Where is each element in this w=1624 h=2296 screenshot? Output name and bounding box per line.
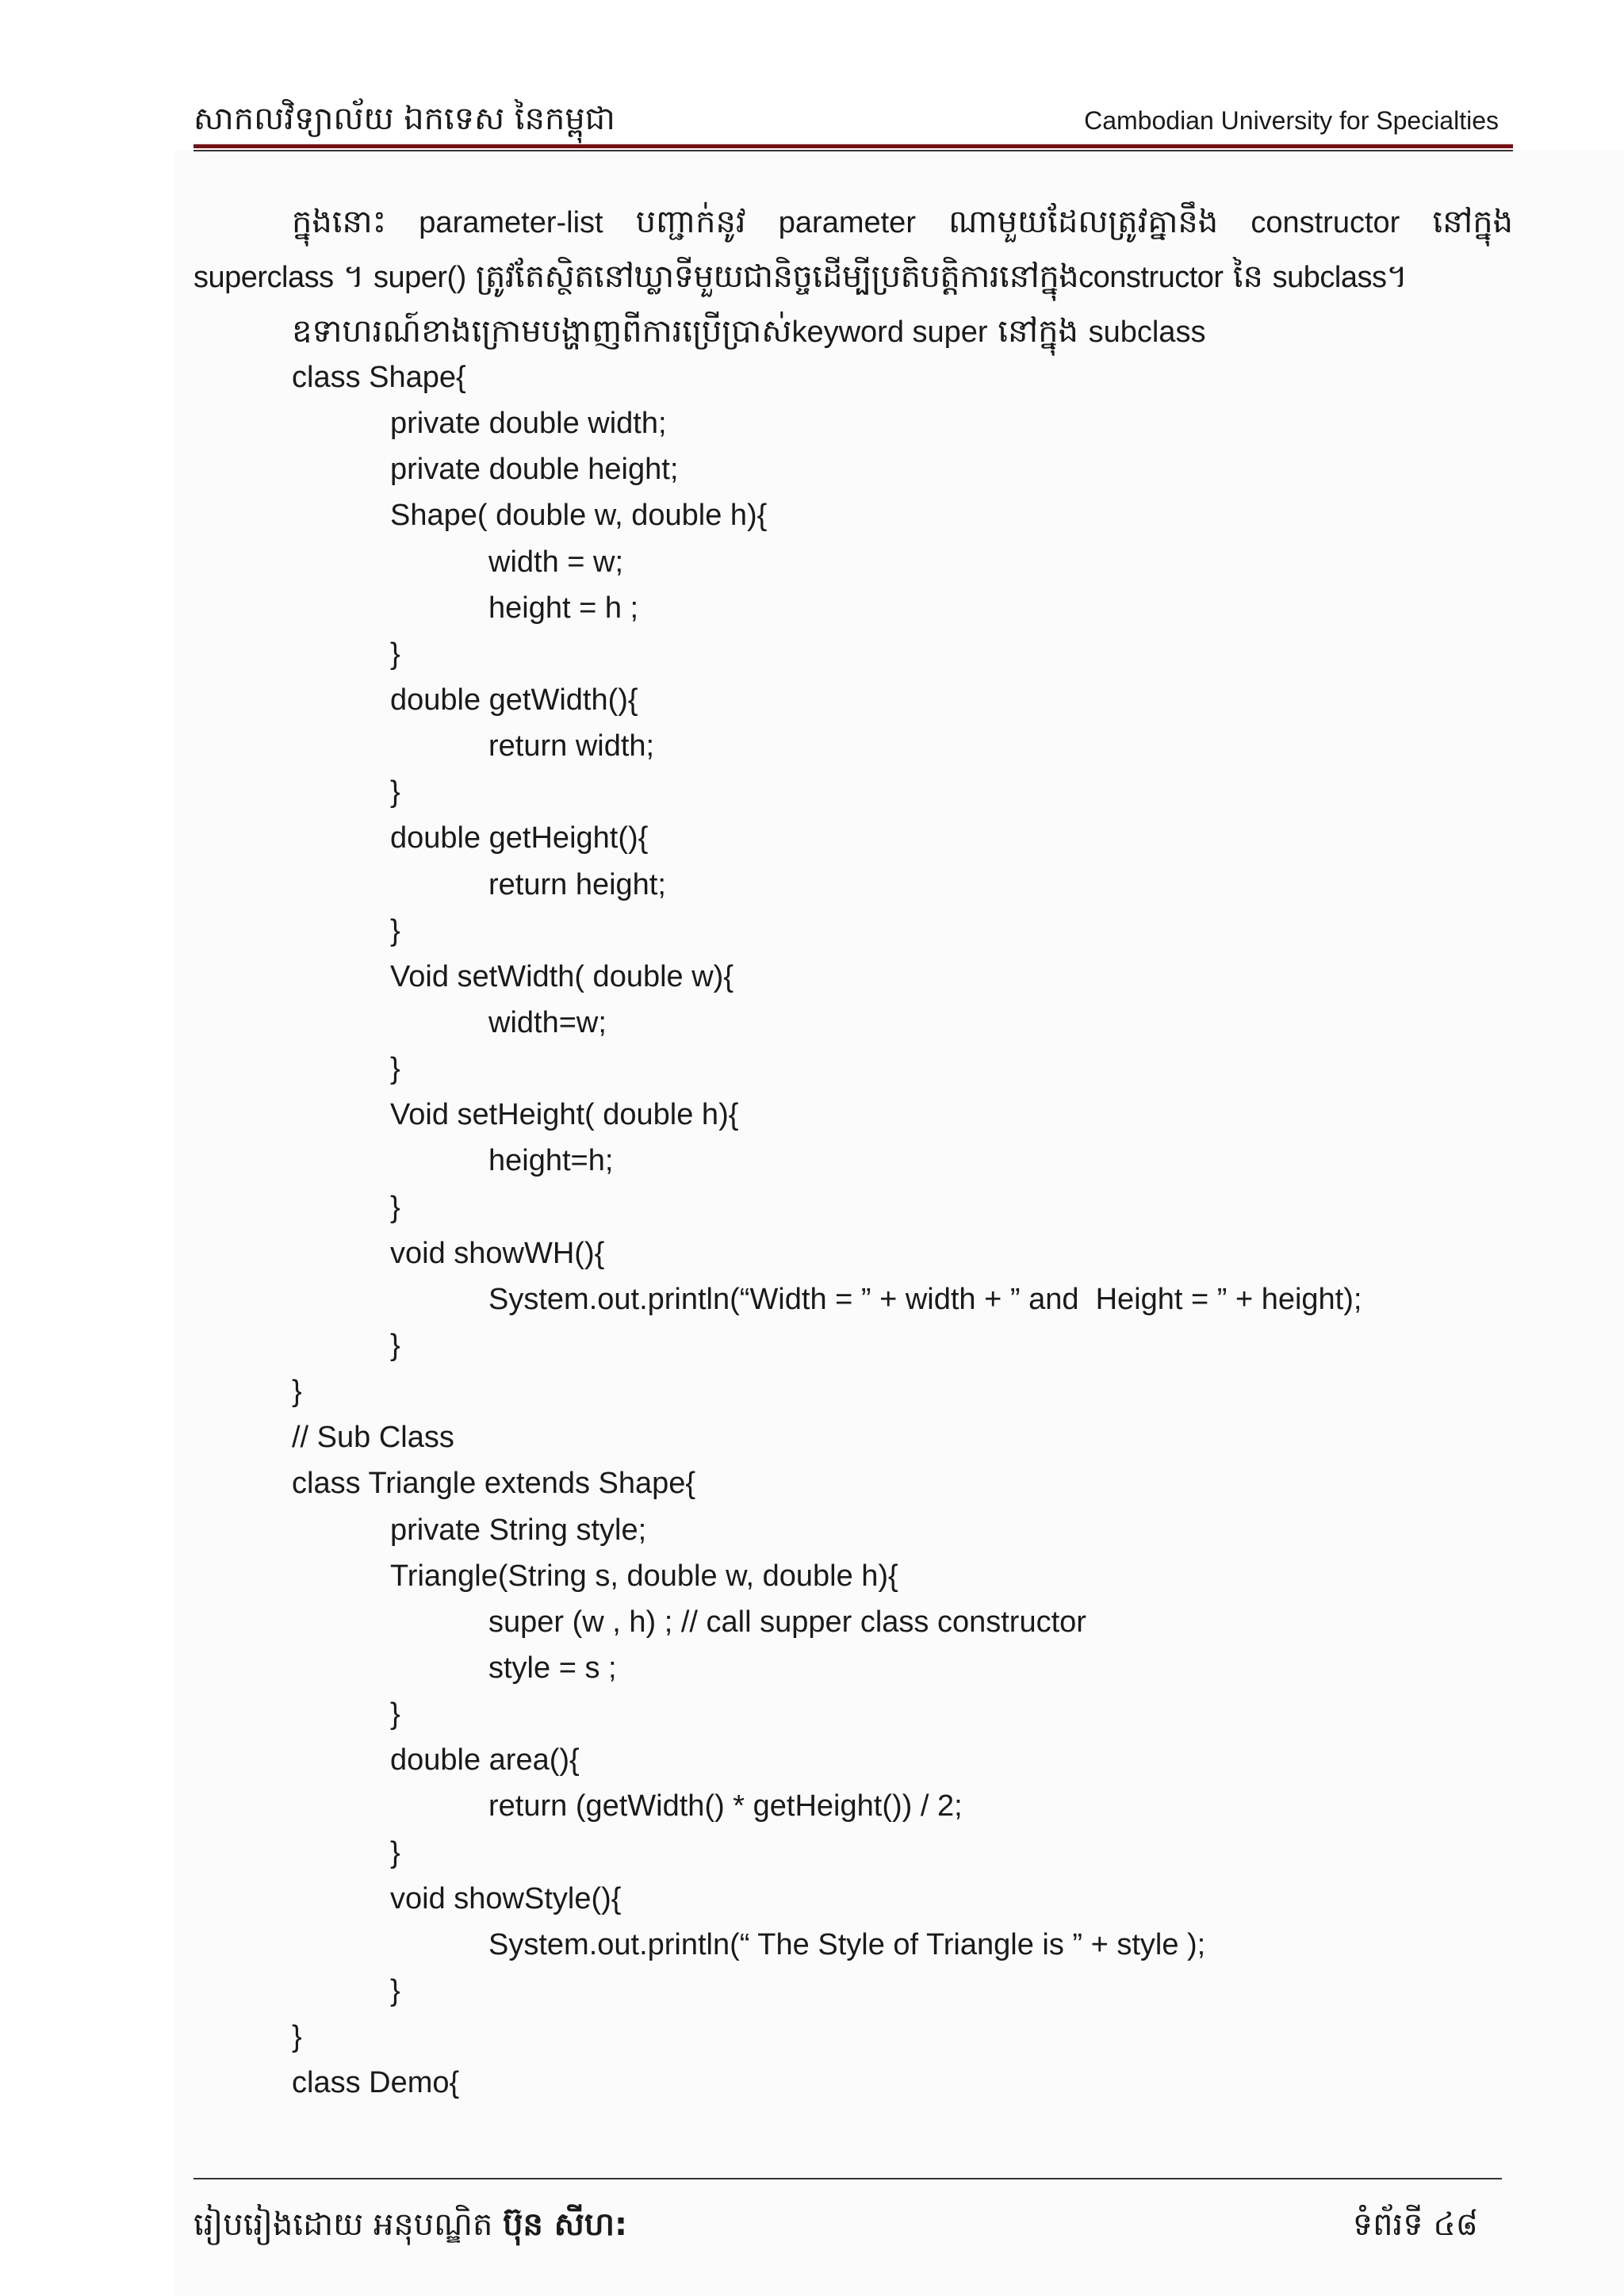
intro-text: នៅក្នុង: [998, 313, 1078, 350]
intro-line-1: [193, 195, 1513, 250]
intro-text: ។: [1386, 258, 1408, 295]
header-rule-thin: [193, 150, 1513, 151]
intro-text: ឧទាហរណ៍ខាងក្រោមបង្ហាញពីការប្រើប្រាស់: [292, 313, 792, 350]
code-line: width = w;: [488, 545, 624, 579]
code-listing: [292, 354, 1362, 2106]
code-line: private double width;: [390, 407, 667, 441]
code-line: class Demo{: [292, 2066, 460, 2100]
code-line: System.out.println(“Width = ” + width + ” and Height = ” + height);: [488, 1282, 1362, 1316]
code-line: }: [390, 1052, 400, 1086]
code-line: }: [390, 1190, 400, 1224]
code-line: style = s ;: [488, 1651, 617, 1685]
code-line: private String style;: [390, 1513, 647, 1547]
intro-term: subclass: [1088, 316, 1206, 349]
code-line: class Triangle extends Shape{: [292, 1467, 696, 1501]
intro-line-2: [193, 250, 1513, 304]
intro-term: parameter-list: [419, 206, 603, 239]
code-line: Shape( double w, double h){: [390, 499, 768, 533]
intro-text: ណាមួយដែលត្រូវគ្នានឹង: [948, 204, 1219, 240]
code-line: void showWH(){: [390, 1236, 605, 1270]
footer-author-name: ប៊ុន សីហ:: [503, 2206, 627, 2243]
code-line: Void setHeight( double h){: [390, 1098, 739, 1132]
code-line: // Sub Class: [292, 1421, 454, 1455]
code-line: class Shape{: [292, 361, 466, 394]
header-university-khmer: សាកលវិទ្យាល័យ ឯកទេស នៃកម្ពុជា: [193, 101, 615, 137]
code-line: }: [390, 1328, 400, 1362]
intro-text: នៅក្នុង: [1432, 204, 1514, 240]
code-line: }: [390, 637, 400, 671]
intro-term: superclass: [193, 261, 334, 294]
code-line: width=w;: [488, 1005, 607, 1039]
code-line: height=h;: [488, 1144, 614, 1178]
intro-term: super(): [373, 261, 466, 294]
intro-paragraph: [193, 195, 1513, 359]
intro-term: subclass: [1272, 261, 1387, 294]
intro-term: keyword super: [791, 316, 988, 349]
code-line: Triangle(String s, double w, double h){: [390, 1559, 898, 1593]
footer-rule: [193, 2178, 1502, 2179]
intro-term: constructor: [1078, 261, 1224, 294]
code-line: double area(){: [390, 1743, 580, 1777]
code-line: void showStyle(){: [390, 1881, 622, 1915]
footer-author: [193, 2202, 627, 2247]
code-line: }: [390, 913, 400, 947]
intro-text: បញ្ជាក់នូវ: [635, 204, 746, 240]
code-line: double getWidth(){: [390, 683, 638, 717]
code-line: }: [292, 2020, 302, 2054]
code-line: return width;: [488, 729, 655, 763]
footer-author-prefix: រៀបរៀងដោយ អនុបណ្ឌិត: [193, 2206, 493, 2243]
intro-text: ក្នុងនោះ: [292, 204, 387, 240]
intro-text: ត្រូវតែស្ថិតនៅឃ្លាទីមួយជានិច្ចដើម្បីប្រតិបត្តិការនៅក្នុង: [476, 258, 1079, 295]
code-line: }: [292, 1375, 302, 1409]
intro-term: constructor: [1251, 206, 1400, 239]
header-university-english: Cambodian University for Specialties: [1084, 106, 1499, 135]
code-line: private double height;: [390, 453, 679, 487]
intro-term: parameter: [778, 206, 916, 239]
code-line: System.out.println(“ The Style of Triangle is ” + style );: [488, 1927, 1206, 1961]
intro-text: នៃ: [1232, 258, 1263, 295]
code-line: }: [390, 1973, 400, 2007]
intro-text: ។: [343, 258, 364, 295]
code-line: height = h ;: [488, 591, 639, 625]
code-line: return height;: [488, 867, 666, 901]
code-line: super (w , h) ; // call supper class constructor: [488, 1605, 1086, 1639]
code-line: double getHeight(){: [390, 821, 649, 855]
footer-page-number: ទំព័រទី ៤៨: [1352, 2206, 1478, 2243]
code-line: }: [390, 1835, 400, 1869]
intro-line-3: [193, 304, 1513, 359]
code-line: Void setWidth( double w){: [390, 959, 734, 993]
code-line: }: [390, 1697, 400, 1732]
code-line: return (getWidth() * getHeight()) / 2;: [488, 1789, 963, 1823]
header-rule: [193, 144, 1513, 148]
code-line: }: [390, 775, 400, 809]
